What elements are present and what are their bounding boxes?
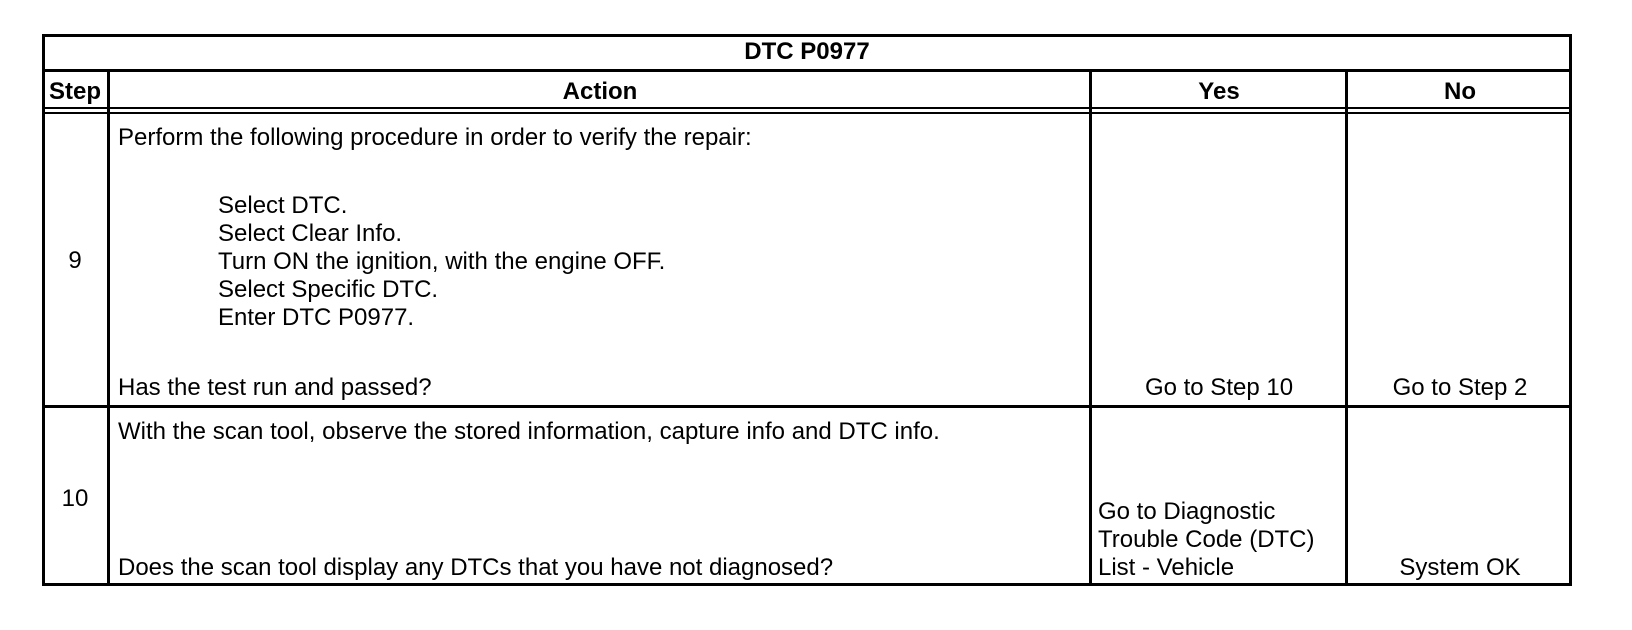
yes-result-10-line: Go to Diagnostic <box>1098 498 1276 525</box>
question-9: Has the test run and passed? <box>118 374 432 401</box>
action-step: Enter DTC P0977. <box>218 304 415 331</box>
yes-result-10-line: List - Vehicle <box>1098 554 1235 581</box>
column-divider-yes <box>1345 70 1348 586</box>
yes-result-9: Go to Step 10 <box>1144 374 1294 401</box>
action-step: Select DTC. <box>218 192 348 219</box>
action-step: Select Clear Info. <box>218 220 403 247</box>
question-10: Does the scan tool display any DTCs that you have not diagnosed? <box>118 554 834 581</box>
title-divider <box>42 69 1572 72</box>
action-step: Turn ON the ignition, with the engine OFF. <box>218 248 666 275</box>
no-result-9: Go to Step 2 <box>1392 374 1528 401</box>
action-step: Select Specific DTC. <box>218 276 439 303</box>
header-no: No <box>1444 78 1476 105</box>
row-divider <box>42 405 1572 408</box>
header-divider-top <box>42 107 1572 109</box>
header-step: Step <box>48 78 101 105</box>
step-number-9: 9 <box>68 247 82 274</box>
table-title: DTC P0977 <box>744 38 870 65</box>
action-intro-9: Perform the following procedure in order to verify the repair: <box>118 124 752 151</box>
header-yes: Yes <box>1198 78 1240 105</box>
yes-result-10-line: Trouble Code (DTC) <box>1098 526 1315 553</box>
column-divider-action <box>1089 70 1092 586</box>
header-divider-bottom <box>42 112 1572 114</box>
header-action: Action <box>562 78 638 105</box>
action-intro-10: With the scan tool, observe the stored information, capture info and DTC info. <box>118 418 940 445</box>
step-number-10: 10 <box>61 485 89 512</box>
no-result-10: System OK <box>1399 554 1521 581</box>
